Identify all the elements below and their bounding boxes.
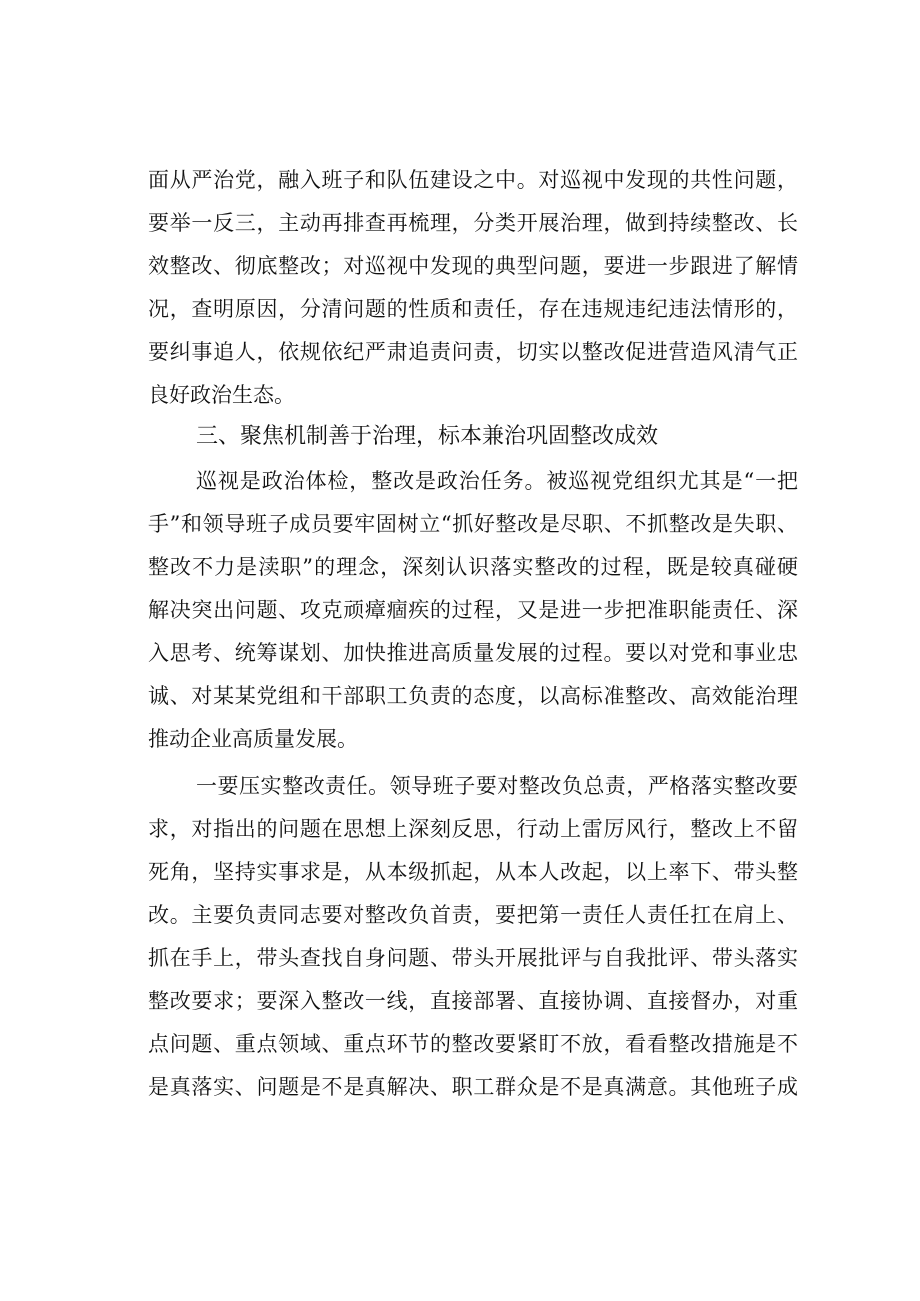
text-line: 诚、对某某党组和干部职工负责的态度，以高标准整改、高效能治理 (148, 684, 798, 708)
text-line: 要纠事追人，依规依纪严肃追责问责，切实以整改促进营造风清气正 (148, 340, 798, 364)
text-line: 入思考、统筹谋划、加快推进高质量发展的过程。要以对党和事业忠 (148, 641, 798, 665)
text-line: 一要压实整改责任。领导班子要对整改负总责，严格落实整改要 (196, 774, 798, 798)
text-line: 整改要求；要深入整改一线，直接部署、直接协调、直接督办，对重 (148, 989, 798, 1013)
text-line: 求，对指出的问题在思想上深刻反思，行动上雷厉风行，整改上不留 (148, 817, 798, 841)
text-line: 良好政治生态。 (148, 383, 295, 407)
text-line: 效整改、彻底整改；对巡视中发现的典型问题，要进一步跟进了解情 (148, 254, 798, 278)
text-line: 点问题、重点领域、重点环节的整改要紧盯不放，看看整改措施是不 (148, 1032, 798, 1056)
text-line: 要举一反三，主动再排查再梳理，分类开展治理，做到持续整改、长 (148, 211, 798, 235)
text-line: 面从严治党，融入班子和队伍建设之中。对巡视中发现的共性问题， (148, 168, 798, 192)
text-line: 是真落实、问题是不是真解决、职工群众是不是真满意。其他班子成 (148, 1075, 798, 1099)
text-line: 巡视是政治体检，整改是政治任务。被巡视党组织尤其是“一把 (196, 469, 798, 493)
text-line: 改。主要负责同志要对整改负首责，要把第一责任人责任扛在肩上、 (148, 903, 798, 927)
section-heading: 三、聚焦机制善于治理，标本兼治巩固整改成效 (196, 424, 659, 449)
text-line: 抓在手上，带头查找自身问题、带头开展批评与自我批评、带头落实 (148, 946, 798, 970)
text-line: 况，查明原因，分清问题的性质和责任，存在违规违纪违法情形的， (148, 297, 798, 321)
text-line: 解决突出问题、攻克顽瘴痼疾的过程，又是进一步把准职能责任、深 (148, 598, 798, 622)
text-line: 手”和领导班子成员要牢固树立“抓好整改是尽职、不抓整改是失职、 (148, 512, 798, 536)
text-line: 整改不力是渎职”的理念，深刻认识落实整改的过程，既是较真碰硬 (148, 555, 798, 579)
text-line: 推动企业高质量发展。 (148, 727, 358, 751)
text-line: 死角，坚持实事求是，从本级抓起，从本人改起，以上率下、带头整 (148, 860, 798, 884)
